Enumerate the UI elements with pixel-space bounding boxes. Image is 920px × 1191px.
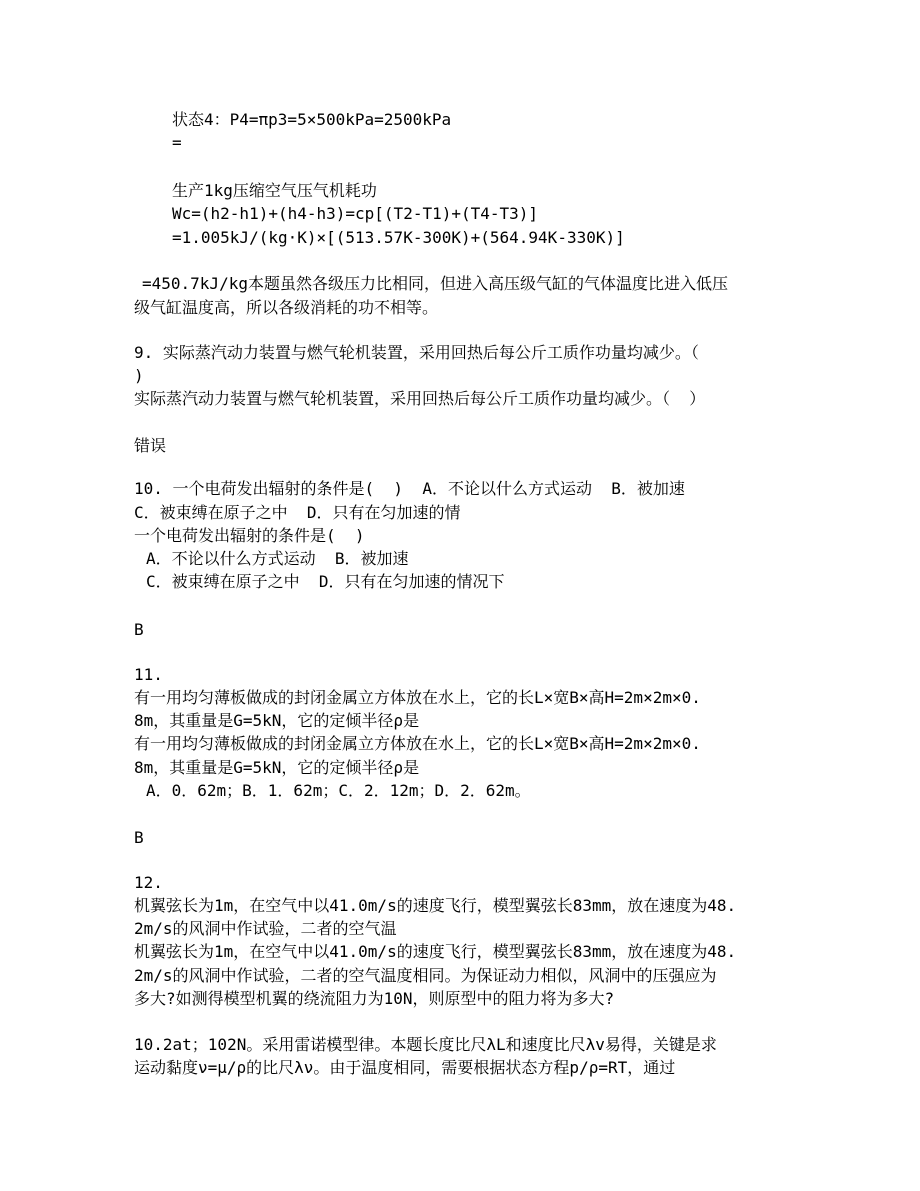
q10-body-line-1: 一个电荷发出辐射的条件是( ) (134, 526, 365, 545)
result-line-2: 级气缸温度高，所以各级消耗的功不相等。 (134, 298, 439, 317)
q10-answer: B (134, 620, 144, 639)
q11-title-line-1: 有一用均匀薄板做成的封闭金属立方体放在水上，它的长L×宽B×高H=2m×2m×0. (134, 688, 701, 707)
q12-body-line-3: 多大?如测得模型机翼的绕流阻力为10N，则原型中的阻力将为多大? (134, 989, 615, 1008)
q12-answer-line-1: 10.2at；102N。采用雷诺模型律。本题长度比尺λL和速度比尺λv易得，关键是求 (134, 1035, 717, 1054)
q12-title-line-1: 机翼弦长为1m，在空气中以41.0m/s的速度飞行，模型翼弦长83mm，放在速度为48. (134, 896, 737, 915)
q10-body-line-2: A．不论以什么方式运动 B．被加速 (146, 549, 409, 568)
calc-work-heading: 生产1kg压缩空气压气机耗功 (172, 181, 377, 200)
calc-work-formula: Wc=(h2-h1)+(h4-h3)=cp[(T2-T1)+(T4-T3)] (172, 204, 539, 223)
q9-title-line-1: 9. 实际蒸汽动力装置与燃气轮机装置，采用回热后每公斤工质作功量均减少。（ (134, 343, 699, 362)
calc-work-value: =1.005kJ/(kg·K)×[(513.57K-300K)+(564.94K-330K)] (172, 228, 625, 247)
calc-state4-line: 状态4：P4=πp3=5×500kPa=2500kPa (172, 110, 452, 129)
q11-body-line-2: 8m，其重量是G=5kN，它的定倾半径ρ是 (134, 758, 420, 777)
q9-body: 实际蒸汽动力装置与燃气轮机装置，采用回热后每公斤工质作功量均减少。（ ） (134, 389, 706, 408)
q11-answer: B (134, 828, 144, 847)
q12-body-line-2: 2m/s的风洞中作试验，二者的空气温度相同。为保证动力相似，风洞中的压强应为 (134, 966, 717, 985)
q10-title-line-1: 10. 一个电荷发出辐射的条件是( ) A．不论以什么方式运动 B．被加速 (134, 479, 685, 498)
q12-number: 12. (134, 873, 163, 892)
calc-equals-line: = (172, 133, 182, 152)
q11-title-line-2: 8m，其重量是G=5kN，它的定倾半径ρ是 (134, 711, 420, 730)
q12-body-line-1: 机翼弦长为1m，在空气中以41.0m/s的速度飞行，模型翼弦长83mm，放在速度为48. (134, 942, 737, 961)
result-line-1: =450.7kJ/kg本题虽然各级压力比相同，但进入高压级气缸的气体温度比进入低压 (142, 274, 728, 293)
q12-answer-line-2: 运动黏度ν=μ/ρ的比尺λν。由于温度相同，需要根据状态方程p/ρ=RT，通过 (134, 1058, 676, 1077)
q10-title-line-2: C．被束缚在原子之中 D．只有在匀加速的情 (134, 503, 461, 522)
q9-title-line-2: ) (134, 366, 144, 385)
q11-options: A．0．62m；B．1．62m；C．2．12m；D．2．62m。 (146, 781, 531, 800)
q12-title-line-2: 2m/s的风洞中作试验，二者的空气温 (134, 919, 397, 938)
q11-body-line-1: 有一用均匀薄板做成的封闭金属立方体放在水上，它的长L×宽B×高H=2m×2m×0. (134, 734, 701, 753)
q10-body-line-3: C．被束缚在原子之中 D．只有在匀加速的情况下 (146, 572, 505, 591)
q11-number: 11. (134, 665, 163, 684)
q9-answer: 错误 (134, 436, 167, 455)
